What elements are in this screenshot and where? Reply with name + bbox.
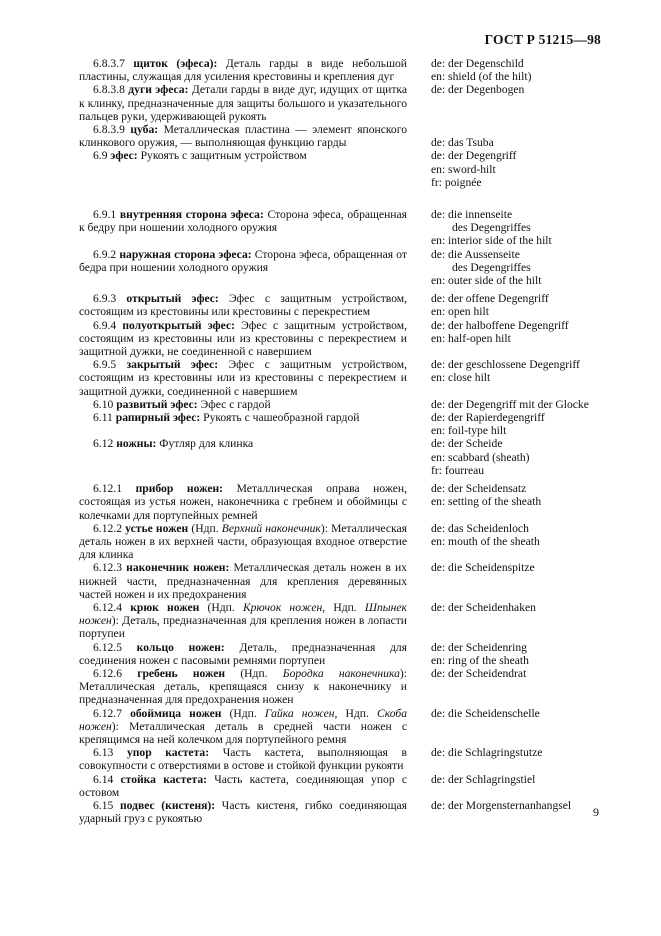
foreign-equivalents <box>431 248 639 288</box>
not-allowed-close: ): <box>111 614 119 628</box>
term-number: 6.9 <box>93 149 108 163</box>
foreign-term: en: close hilt <box>431 371 491 385</box>
term-number: 6.12.5 <box>93 640 122 654</box>
term-entry <box>79 292 639 318</box>
term-number: 6.12.4 <box>93 600 122 614</box>
term-description: Эфес с гардой <box>200 397 271 411</box>
foreign-term: de: der Degengriff <box>431 149 517 163</box>
foreign-term: en: mouth of the sheath <box>431 534 540 548</box>
term-description: Футляр для клинка <box>159 437 254 451</box>
foreign-term: de: der Morgensternanhangsel <box>431 798 572 812</box>
term-description: Эфес с защитным устройством, состоящим из крестовины или крестовины с перекрестием <box>79 292 407 319</box>
term-definition <box>79 799 407 825</box>
term-name: дуги эфеса: <box>128 83 189 97</box>
foreign-term: fr: poignée <box>431 175 482 189</box>
foreign-term: de: der Scheidensatz <box>431 482 527 496</box>
not-allowed-label: , Ндп. <box>322 600 365 614</box>
foreign-equivalents <box>431 208 639 248</box>
foreign-term: en: scabbard (sheath) <box>431 450 530 464</box>
foreign-equivalents <box>431 773 639 799</box>
definition-paragraph <box>79 123 407 149</box>
term-description: Деталь, предназначенная для крепления ножен в лопасти портупеи <box>79 614 407 641</box>
term-description: Металлическая деталь ножен в их верхней части, образующая входное отверстие для клинка <box>79 521 408 562</box>
term-name: развитый эфес: <box>116 397 198 411</box>
foreign-equivalents <box>431 482 639 522</box>
not-allowed-close: ): <box>320 521 328 535</box>
foreign-term: en: half-open hilt <box>431 331 511 345</box>
foreign-term: de: die innenseite <box>431 208 513 222</box>
term-number: 6.11 <box>93 411 113 425</box>
term-definition <box>79 482 407 522</box>
foreign-equivalents <box>431 667 639 707</box>
term-name: ножны: <box>116 437 157 451</box>
foreign-term: de: die Schlagringstutze <box>431 746 543 760</box>
not-allowed-term: Скоба ножен <box>79 706 407 733</box>
term-number: 6.9.2 <box>93 247 117 261</box>
foreign-term: de: der Scheidendrat <box>431 666 527 680</box>
term-entry <box>79 123 639 149</box>
term-description: Эфес с защитным устройством, состоящим из крестовины или из крестовины с перекрестием и защитной дужки, не соединенной с навершием <box>79 318 407 359</box>
foreign-equivalents <box>431 601 639 641</box>
foreign-term: de: der Scheide <box>431 437 503 451</box>
definition-paragraph <box>79 773 407 799</box>
term-entry <box>79 208 639 248</box>
term-number: 6.12.1 <box>93 482 122 496</box>
foreign-term: de: das Tsuba <box>431 136 494 150</box>
definition-paragraph <box>79 83 407 123</box>
term-number: 6.14 <box>93 772 114 786</box>
term-name: стойка кастета: <box>120 772 207 786</box>
not-allowed-term: Крючок ножен <box>242 600 323 614</box>
foreign-equivalents <box>431 746 639 772</box>
term-description: Эфес с защитным устройством, состоящим из крестовины или из крестовины с перекрестием и защитной дужки, соединенной с навершием <box>79 358 407 398</box>
term-description: Сторона эфеса, обращенная к бедру при ношении холодного оружия <box>79 208 407 235</box>
foreign-equivalents <box>431 522 639 562</box>
foreign-term: fr: fourreau <box>431 463 485 477</box>
term-definition <box>79 707 407 747</box>
term-definition <box>79 601 407 641</box>
term-definition <box>79 561 407 601</box>
definition-paragraph <box>79 319 407 359</box>
term-definition <box>79 773 407 799</box>
term-name: обоймица ножен <box>130 706 222 720</box>
term-number: 6.12.6 <box>93 666 122 680</box>
foreign-equivalents <box>431 437 639 477</box>
term-name: прибор ножен: <box>135 482 224 496</box>
term-entry <box>79 707 639 747</box>
term-definition <box>79 746 407 772</box>
term-description: Металлическая деталь ножен в их нижней части, предназначенная для крепления деревянных частей ножен и их предохранения <box>79 561 407 601</box>
term-entry <box>79 601 639 641</box>
term-number: 6.12.2 <box>93 521 122 535</box>
term-description: Деталь, предназначенная для соединения ножен с пасовыми ремнями портупеи <box>79 640 408 667</box>
definition-paragraph <box>79 149 407 162</box>
not-allowed-term: Бородка наконечника <box>282 666 400 680</box>
foreign-equivalents <box>431 57 639 83</box>
term-definition <box>79 667 407 707</box>
term-definition <box>79 83 407 123</box>
not-allowed-close: ): <box>399 666 407 680</box>
term-definition <box>79 437 407 477</box>
term-name: упор кастета: <box>126 746 210 760</box>
foreign-term: de: der geschlossene Degengriff <box>431 358 580 372</box>
term-description: Металлическая пластина — элемент японского клинкового оружия, — выполняющая функцию гарды <box>79 123 407 150</box>
definition-paragraph <box>79 358 407 398</box>
term-name: внутренняя сторона эфеса: <box>119 208 264 222</box>
definition-paragraph <box>79 292 407 318</box>
term-definition <box>79 57 407 83</box>
foreign-term: en: interior side of the hilt <box>431 234 552 248</box>
term-number: 6.9.3 <box>93 292 117 306</box>
foreign-term: des Degengriffes <box>452 260 531 274</box>
term-name: кольцо ножен: <box>136 640 225 654</box>
term-name: цуба: <box>130 123 159 137</box>
definition-paragraph <box>79 411 407 424</box>
definition-paragraph <box>79 746 407 772</box>
definition-paragraph <box>79 482 407 522</box>
term-description: Металлическая оправа ножен, состоящая из устья ножен, наконечника с гребнем и обоймицы с колечками для портупейных ремней <box>79 482 407 522</box>
term-definition <box>79 208 407 248</box>
term-name: устье ножен <box>125 521 189 535</box>
foreign-term: de: der Scheidenhaken <box>431 600 536 614</box>
term-description: Часть кастета, соединяющая упор с остовом <box>79 772 407 799</box>
foreign-term: de: der Degenschild <box>431 57 524 70</box>
term-entry <box>79 482 639 522</box>
not-allowed-label: (Ндп. <box>191 521 222 535</box>
term-definition <box>79 149 407 189</box>
not-allowed-term: Верхний наконечник <box>221 521 321 535</box>
definition-paragraph <box>79 641 407 667</box>
foreign-equivalents <box>431 319 639 359</box>
foreign-equivalents <box>431 398 639 411</box>
term-entry <box>79 411 639 437</box>
term-name: эфес: <box>110 149 138 163</box>
term-name: открытый эфес: <box>126 292 219 306</box>
foreign-equivalents <box>431 561 639 601</box>
definition-paragraph <box>79 437 407 450</box>
foreign-equivalents <box>431 149 639 189</box>
foreign-term: en: setting of the sheath <box>431 495 542 509</box>
term-number: 6.12 <box>93 437 114 451</box>
term-number: 6.9.4 <box>93 318 117 332</box>
foreign-term: en: outer side of the hilt <box>431 274 542 288</box>
not-allowed-label: (Ндп. <box>207 600 243 614</box>
definition-paragraph <box>79 799 407 825</box>
not-allowed-label: (Ндп. <box>229 706 265 720</box>
term-description: Детали гарды в виде дуг, идущих от щитка к клинку, предназначенные для защиты большого и указательного пальцев руки, удерживающей рукоять <box>79 83 407 123</box>
term-entry <box>79 773 639 799</box>
definition-paragraph <box>79 667 407 707</box>
foreign-equivalents <box>431 707 639 747</box>
foreign-term: de: der Degenbogen <box>431 83 525 97</box>
term-entry <box>79 799 639 825</box>
term-entry <box>79 319 639 359</box>
foreign-term: en: shield (of the hilt) <box>431 70 532 84</box>
term-name: подвес (кистеня): <box>119 798 216 812</box>
document-header: ГОСТ Р 51215—98 <box>484 32 601 47</box>
foreign-term: de: der Schlagringstiel <box>431 772 536 786</box>
term-number: 6.10 <box>93 397 114 411</box>
foreign-equivalents <box>431 292 639 318</box>
term-entry <box>79 83 639 123</box>
term-description: Сторона эфеса, обращенная от бедра при ношении холодного оружия <box>79 247 407 274</box>
definition-paragraph <box>79 522 407 562</box>
term-definition <box>79 411 407 437</box>
term-number: 6.8.3.9 <box>93 123 125 137</box>
not-allowed-label: (Ндп. <box>240 666 283 680</box>
term-definition <box>79 123 407 149</box>
term-number: 6.8.3.8 <box>93 83 125 97</box>
foreign-term: de: der Rapierdegengriff <box>431 411 545 425</box>
term-name: гребень ножен <box>137 666 226 680</box>
term-number: 6.13 <box>93 746 114 760</box>
foreign-term <box>431 123 639 136</box>
term-definition <box>79 248 407 288</box>
terms-table <box>79 57 639 825</box>
term-name: рапирный эфес: <box>115 411 201 425</box>
foreign-term: de: der Degengriff mit der Glocke <box>431 397 589 411</box>
term-description: Часть кастета, выполняющая в совокупности с отверстиями в остове и стойкой функции рукояти <box>79 746 407 773</box>
term-number: 6.8.3.7 <box>93 57 125 70</box>
foreign-term: de: der Scheidenring <box>431 640 527 654</box>
not-allowed-term: Гайка ножен <box>264 706 335 720</box>
definition-paragraph <box>79 601 407 641</box>
term-entry <box>79 149 639 189</box>
term-definition <box>79 522 407 562</box>
term-definition <box>79 641 407 667</box>
term-entry <box>79 667 639 707</box>
definition-paragraph <box>79 248 407 274</box>
foreign-term: de: der halboffene Degengriff <box>431 318 569 332</box>
term-entry <box>79 561 639 601</box>
term-name: наружная сторона эфеса: <box>119 247 252 261</box>
term-number: 6.12.3 <box>93 561 122 575</box>
term-name: полуоткрытый эфес: <box>122 318 235 332</box>
term-name: наконечник ножен: <box>126 561 230 575</box>
foreign-term: de: die Aussenseite <box>431 247 520 261</box>
foreign-term: en: ring of the sheath <box>431 653 529 667</box>
term-description: Часть кистеня, гибко соединяющая ударный груз с рукоятью <box>79 798 407 826</box>
term-entry <box>79 358 639 398</box>
foreign-equivalents <box>431 411 639 437</box>
foreign-term: de: der offene Degengriff <box>431 292 549 306</box>
foreign-term: des Degengriffes <box>452 221 531 235</box>
term-number: 6.9.1 <box>93 208 117 222</box>
term-entry <box>79 641 639 667</box>
foreign-term: de: die Scheidenschelle <box>431 706 540 720</box>
term-name: щиток (эфеса): <box>133 57 218 70</box>
term-number: 6.12.7 <box>93 706 122 720</box>
term-name: крюк ножен <box>130 600 200 614</box>
not-allowed-label: , Ндп. <box>334 706 377 720</box>
foreign-equivalents <box>431 799 639 825</box>
term-entry <box>79 57 639 83</box>
term-description: Деталь гарды в виде небольшой пластины, служащая для усиления крестовины и крепления дуг <box>79 57 407 84</box>
definition-paragraph <box>79 561 407 601</box>
term-definition <box>79 319 407 359</box>
term-entry <box>79 398 639 411</box>
term-number: 6.9.5 <box>93 358 117 372</box>
foreign-term: en: sword-hilt <box>431 162 496 176</box>
term-name: закрытый эфес: <box>126 358 219 372</box>
term-entry <box>79 746 639 772</box>
definition-paragraph <box>79 398 407 411</box>
foreign-term: en: foil-type hilt <box>431 424 507 438</box>
page-number: 9 <box>593 805 599 819</box>
term-description: Металлическая деталь в средней части ножен с крепящимся на ней колечком для портупейного ремня <box>79 719 408 746</box>
not-allowed-term: Шпынек ножен <box>79 600 407 628</box>
term-entry <box>79 248 639 288</box>
definition-paragraph <box>79 707 407 747</box>
term-entry <box>79 437 639 477</box>
foreign-equivalents <box>431 123 639 149</box>
term-definition <box>79 292 407 318</box>
foreign-term: en: open hilt <box>431 305 489 319</box>
term-description: Рукоять с защитным устройством <box>140 149 307 163</box>
term-number: 6.15 <box>93 798 114 812</box>
foreign-equivalents <box>431 641 639 667</box>
not-allowed-close: ): <box>111 719 119 733</box>
foreign-equivalents <box>431 83 639 123</box>
foreign-term: de: die Scheidenspitze <box>431 561 535 575</box>
definition-paragraph <box>79 208 407 234</box>
foreign-equivalents <box>431 358 639 398</box>
term-definition <box>79 358 407 398</box>
definition-paragraph <box>79 57 407 83</box>
term-description: Металлическая деталь, крепящаяся снизу к наконечнику и предназначенная для предохранения ножен <box>79 680 407 707</box>
term-entry <box>79 522 639 562</box>
foreign-term: de: das Scheidenloch <box>431 521 529 535</box>
term-description: Рукоять с чашеобразной гардой <box>203 411 360 425</box>
term-definition <box>79 398 407 411</box>
